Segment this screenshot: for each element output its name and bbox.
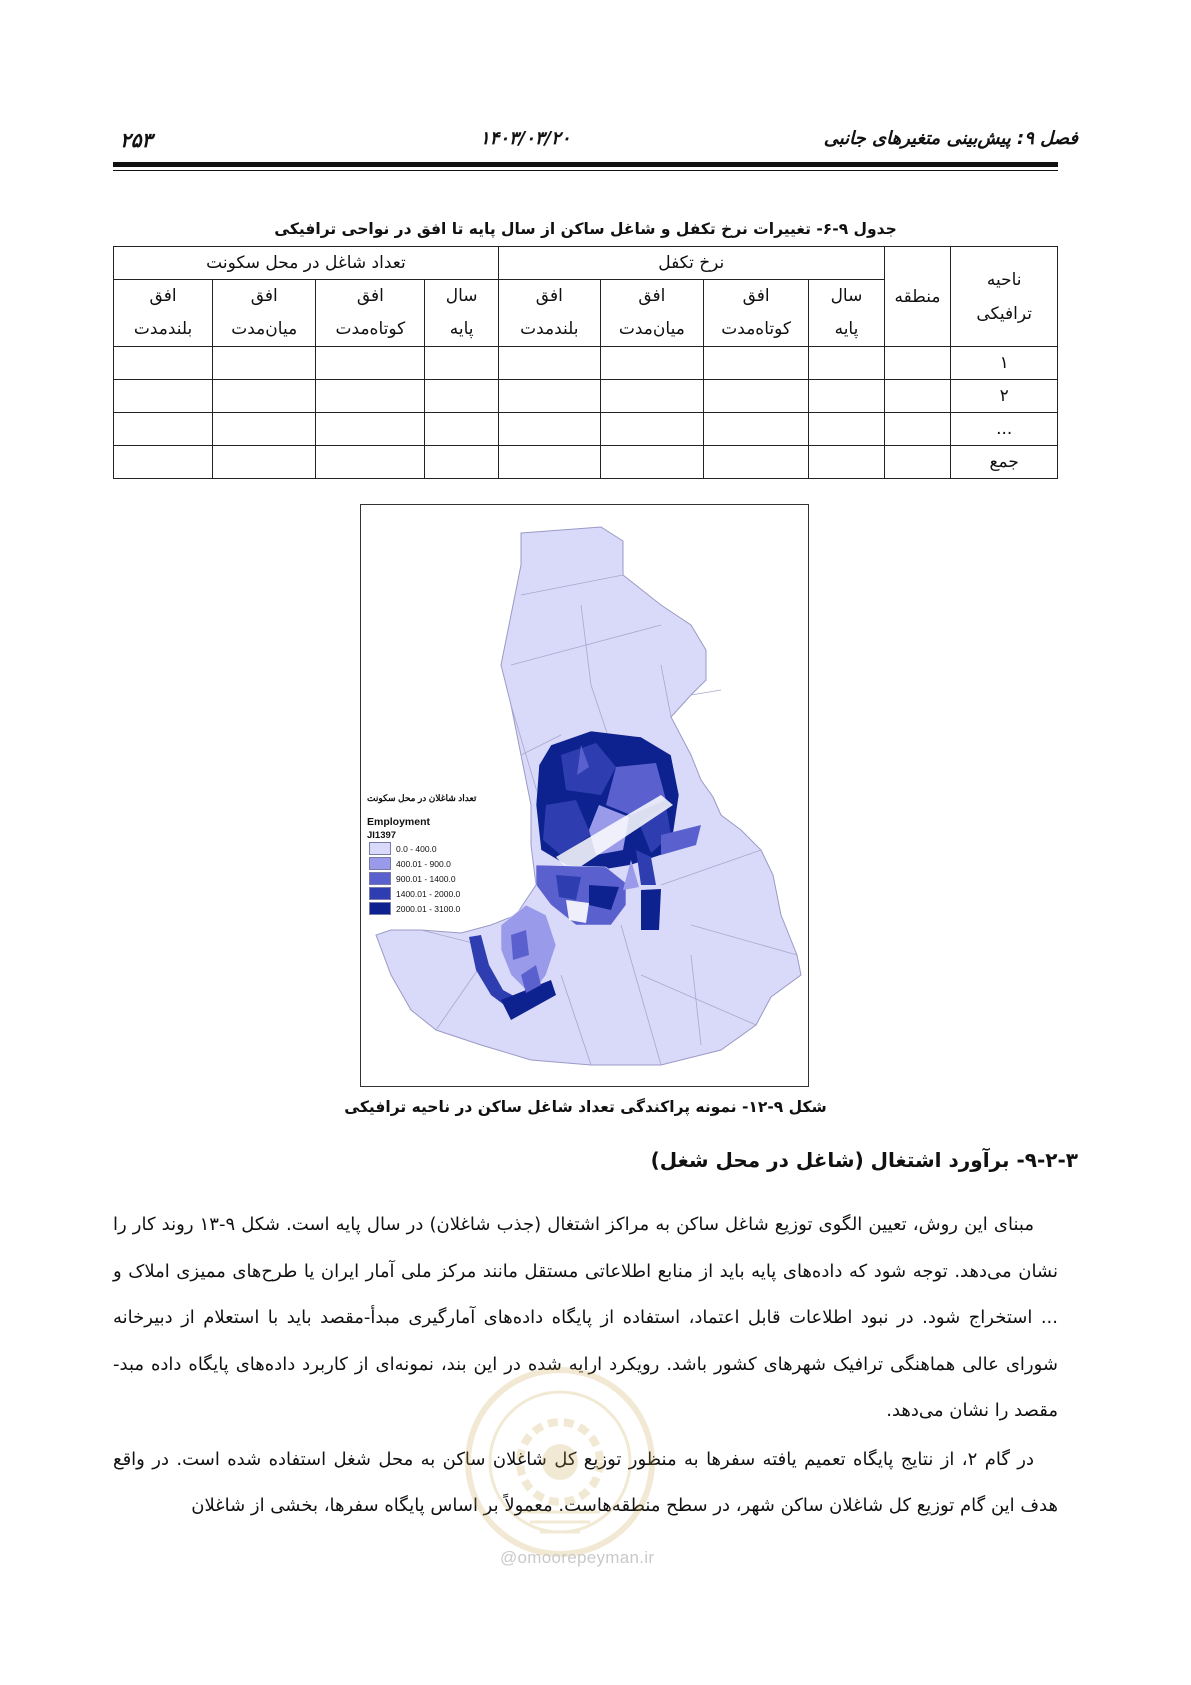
subheader-long: افق بلندمدت: [498, 280, 600, 347]
subheader-mid: افق میان‌مدت: [213, 280, 316, 347]
header-rule-thick: [113, 162, 1058, 167]
legend-swatch: [369, 842, 391, 855]
map-legend: [367, 793, 517, 916]
legend-label: 1400.01 - 2000.0: [396, 888, 461, 899]
subheader-short: افق کوتاه‌مدت: [703, 280, 808, 347]
dependency-table: [113, 246, 1058, 479]
subheader-base: سال پایه: [425, 280, 498, 347]
table-row: [114, 446, 1058, 479]
table-caption: جدول ۹-۶- تغییرات نرخ تکفل و شاغل ساکن از سال پایه تا افق در نواحی ترافیکی: [274, 220, 897, 238]
row-label: ۱: [951, 347, 1058, 380]
subheader-mid: افق میان‌مدت: [600, 280, 703, 347]
header-region: منطقه: [884, 247, 951, 347]
legend-swatch: [369, 872, 391, 885]
legend-item: [369, 856, 517, 871]
paragraph: در گام ۲، از نتایج پایگاه تعمیم یافته سفرها به منظور توزیع کل شاغلان ساکن به محل شغل استفاده شده است. در واقع هدف این گام توزیع کل شاغلان ساکن شهر، در سطح منطقه‌هاست. معمولاً بر اساس پایگاه سفرها، بخشی از شاغلان: [113, 1448, 1058, 1516]
table-row: [114, 347, 1058, 380]
header-group-employed: تعداد شاغل در محل سکونت: [114, 247, 499, 280]
legend-swatch: [369, 887, 391, 900]
legend-label: 2000.01 - 3100.0: [396, 903, 461, 914]
page-number: ۲۵۳: [120, 128, 153, 152]
watermark-url: @omoorepeyman.ir: [500, 1548, 655, 1567]
section-heading: ۹-۲-۳- برآورد اشتغال (شاغل در محل شغل): [650, 1148, 1078, 1172]
row-label: ۲: [951, 380, 1058, 413]
legend-title-fa: تعداد شاغلان در محل سکونت: [367, 793, 477, 803]
body-text: [113, 1202, 1058, 1532]
legend-label: 900.01 - 1400.0: [396, 873, 456, 884]
header-group-dependency: نرخ تکفل: [498, 247, 884, 280]
legend-item: [369, 841, 517, 856]
chapter-title: فصل ۹: پیش‌بینی متغیرهای جانبی: [823, 128, 1078, 149]
legend-label: 0.0 - 400.0: [396, 843, 437, 854]
figure-caption: شکل ۹-۱۲- نمونه پراکندگی تعداد شاغل ساکن در ناحیه ترافیکی: [344, 1098, 827, 1116]
header-rule-thin: [113, 170, 1058, 171]
row-label: ...: [951, 413, 1058, 446]
row-label: جمع: [951, 446, 1058, 479]
legend-label: 400.01 - 900.0: [396, 858, 451, 869]
legend-item: [369, 871, 517, 886]
table-row: [114, 413, 1058, 446]
legend-subtitle: JI1397: [367, 830, 397, 841]
paragraph: مبنای این روش، تعیین الگوی توزیع شاغل ساکن به مراکز اشتغال (جذب شاغلان) در سال پایه است. شکل ۹-۱۳ روند کار را نشان می‌دهد. توجه شود که داده‌های پایه باید از منابع اطلاعاتی مستقل مانند مرکز ملی آمار ایران یا طرح‌های ممیزی املاک و ... استخراج شود. در نبود اطلاعات قابل اعتماد، استفاده از پایگاه داده‌های آمارگیری مبدأ-مقصد باید با استعلام از دبیرخانه شورای عالی هماهنگی ترافیک شهرهای کشور باشد. رویکرد ارایه شده در این بند، نمونه‌ای از کاربرد داده‌های پایگاه داده مبد-مقصد را نشان می‌دهد.: [113, 1214, 1058, 1421]
subheader-short: افق کوتاه‌مدت: [316, 280, 425, 347]
subheader-base: سال پایه: [809, 280, 884, 347]
table-row: [114, 380, 1058, 413]
employment-map-figure: [360, 504, 809, 1087]
legend-item: [369, 886, 517, 901]
subheader-long: افق بلندمدت: [114, 280, 213, 347]
legend-title: Employment: [367, 816, 431, 828]
header-date: ۱۴۰۳/۰۳/۲۰: [480, 128, 571, 149]
header-zone: ناحیه ترافیکی: [951, 247, 1058, 347]
legend-swatch: [369, 902, 391, 915]
legend-item: [369, 901, 517, 916]
legend-swatch: [369, 857, 391, 870]
